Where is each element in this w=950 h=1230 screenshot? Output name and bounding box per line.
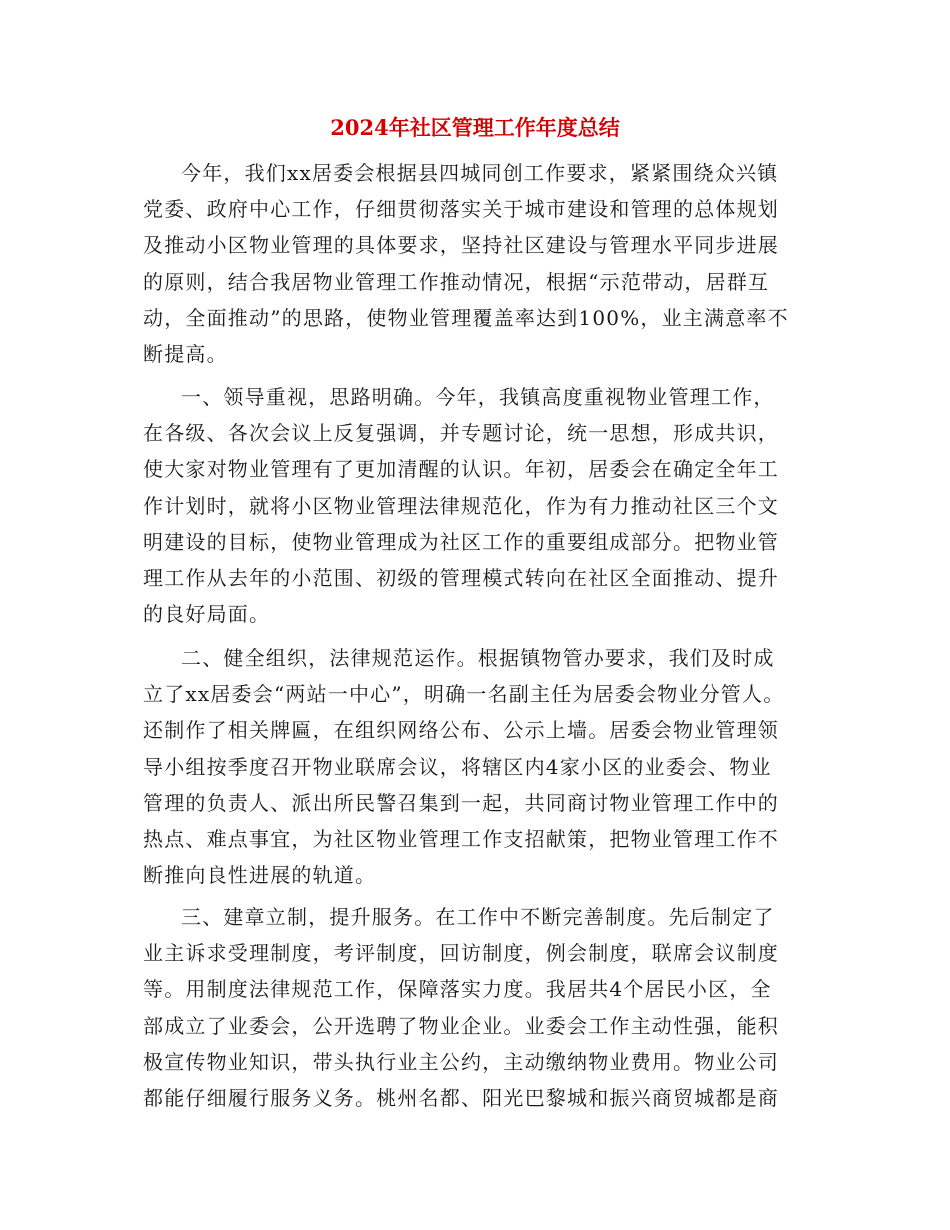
paragraph-line: 业主诉求受理制度，考评制度，回访制度，例会制度，联席会议制度	[143, 941, 779, 966]
paragraph-line: 断推向良性进展的轨道。	[143, 863, 377, 888]
paragraph-line: 都能仔细履行服务义务。桃州名都、阳光巴黎城和振兴商贸城都是商	[143, 1085, 779, 1110]
paragraph-line: 的良好局面。	[143, 602, 271, 627]
paragraph-line: 三、建章立制，提升服务。在工作中不断完善制度。先后制定了	[181, 905, 775, 929]
paragraph-line: 党委、政府中心工作，仔细贯彻落实关于城市建设和管理的总体规划	[143, 197, 779, 222]
paragraph-line: 理工作从去年的小范围、初级的管理模式转向在社区全面推动、提升	[143, 565, 779, 590]
paragraph-line: 还制作了相关牌匾，在组织网络公布、公示上墙。居委会物业管理领	[143, 718, 779, 743]
paragraph-section-2	[143, 640, 803, 893]
paragraph-section-3	[143, 899, 803, 1116]
paragraph-section-1	[143, 379, 803, 632]
paragraph-line: 今年，我们xx居委会根据县四城同创工作要求，紧紧围绕众兴镇	[181, 161, 779, 185]
paragraph-line: 等。用制度法律规范工作，保障落实力度。我居共4个居民小区，全	[143, 977, 772, 1002]
paragraph-line: 热点、难点事宜，为社区物业管理工作支招献策，把物业管理工作不	[143, 826, 779, 851]
paragraph-line: 部成立了业委会，公开选聘了物业企业。业委会工作主动性强，能积	[143, 1013, 779, 1038]
paragraph-line: 断提高。	[143, 341, 228, 366]
paragraph-line: 作计划时，就将小区物业管理法律规范化，作为有力推动社区三个文	[143, 493, 779, 518]
paragraph-line: 一、领导重视，思路明确。今年，我镇高度重视物业管理工作，	[181, 385, 775, 409]
paragraph-line: 导小组按季度召开物业联席会议，将辖区内4家小区的业委会、物业	[143, 754, 772, 779]
paragraph-line: 在各级、各次会议上反复强调，并专题讨论，统一思想，形成共识，	[143, 421, 779, 446]
paragraph-line: 动，全面推动”的思路，使物业管理覆盖率达到100%，业主满意率不	[143, 305, 789, 330]
paragraph-line: 使大家对物业管理有了更加清醒的认识。年初，居委会在确定全年工	[143, 457, 779, 482]
paragraph-line: 明建设的目标，使物业管理成为社区工作的重要组成部分。把物业管	[143, 529, 779, 554]
paragraph-line: 二、健全组织，法律规范运作。根据镇物管办要求，我们及时成	[181, 646, 775, 670]
paragraph-line: 极宣传物业知识，带头执行业主公约，主动缴纳物业费用。物业公司	[143, 1049, 779, 1074]
paragraph-line: 的原则，结合我居物业管理工作推动情况，根据“示范带动，居群互	[143, 269, 770, 294]
document-title: 2024年社区管理工作年度总结	[330, 115, 620, 140]
paragraph-line: 管理的负责人、派出所民警召集到一起，共同商讨物业管理工作中的	[143, 790, 779, 815]
paragraph-line: 立了xx居委会“两站一中心”，明确一名副主任为居委会物业分管人。	[143, 682, 785, 707]
paragraph-intro	[143, 155, 803, 372]
paragraph-line: 及推动小区物业管理的具体要求，坚持社区建设与管理水平同步进展	[143, 233, 779, 258]
